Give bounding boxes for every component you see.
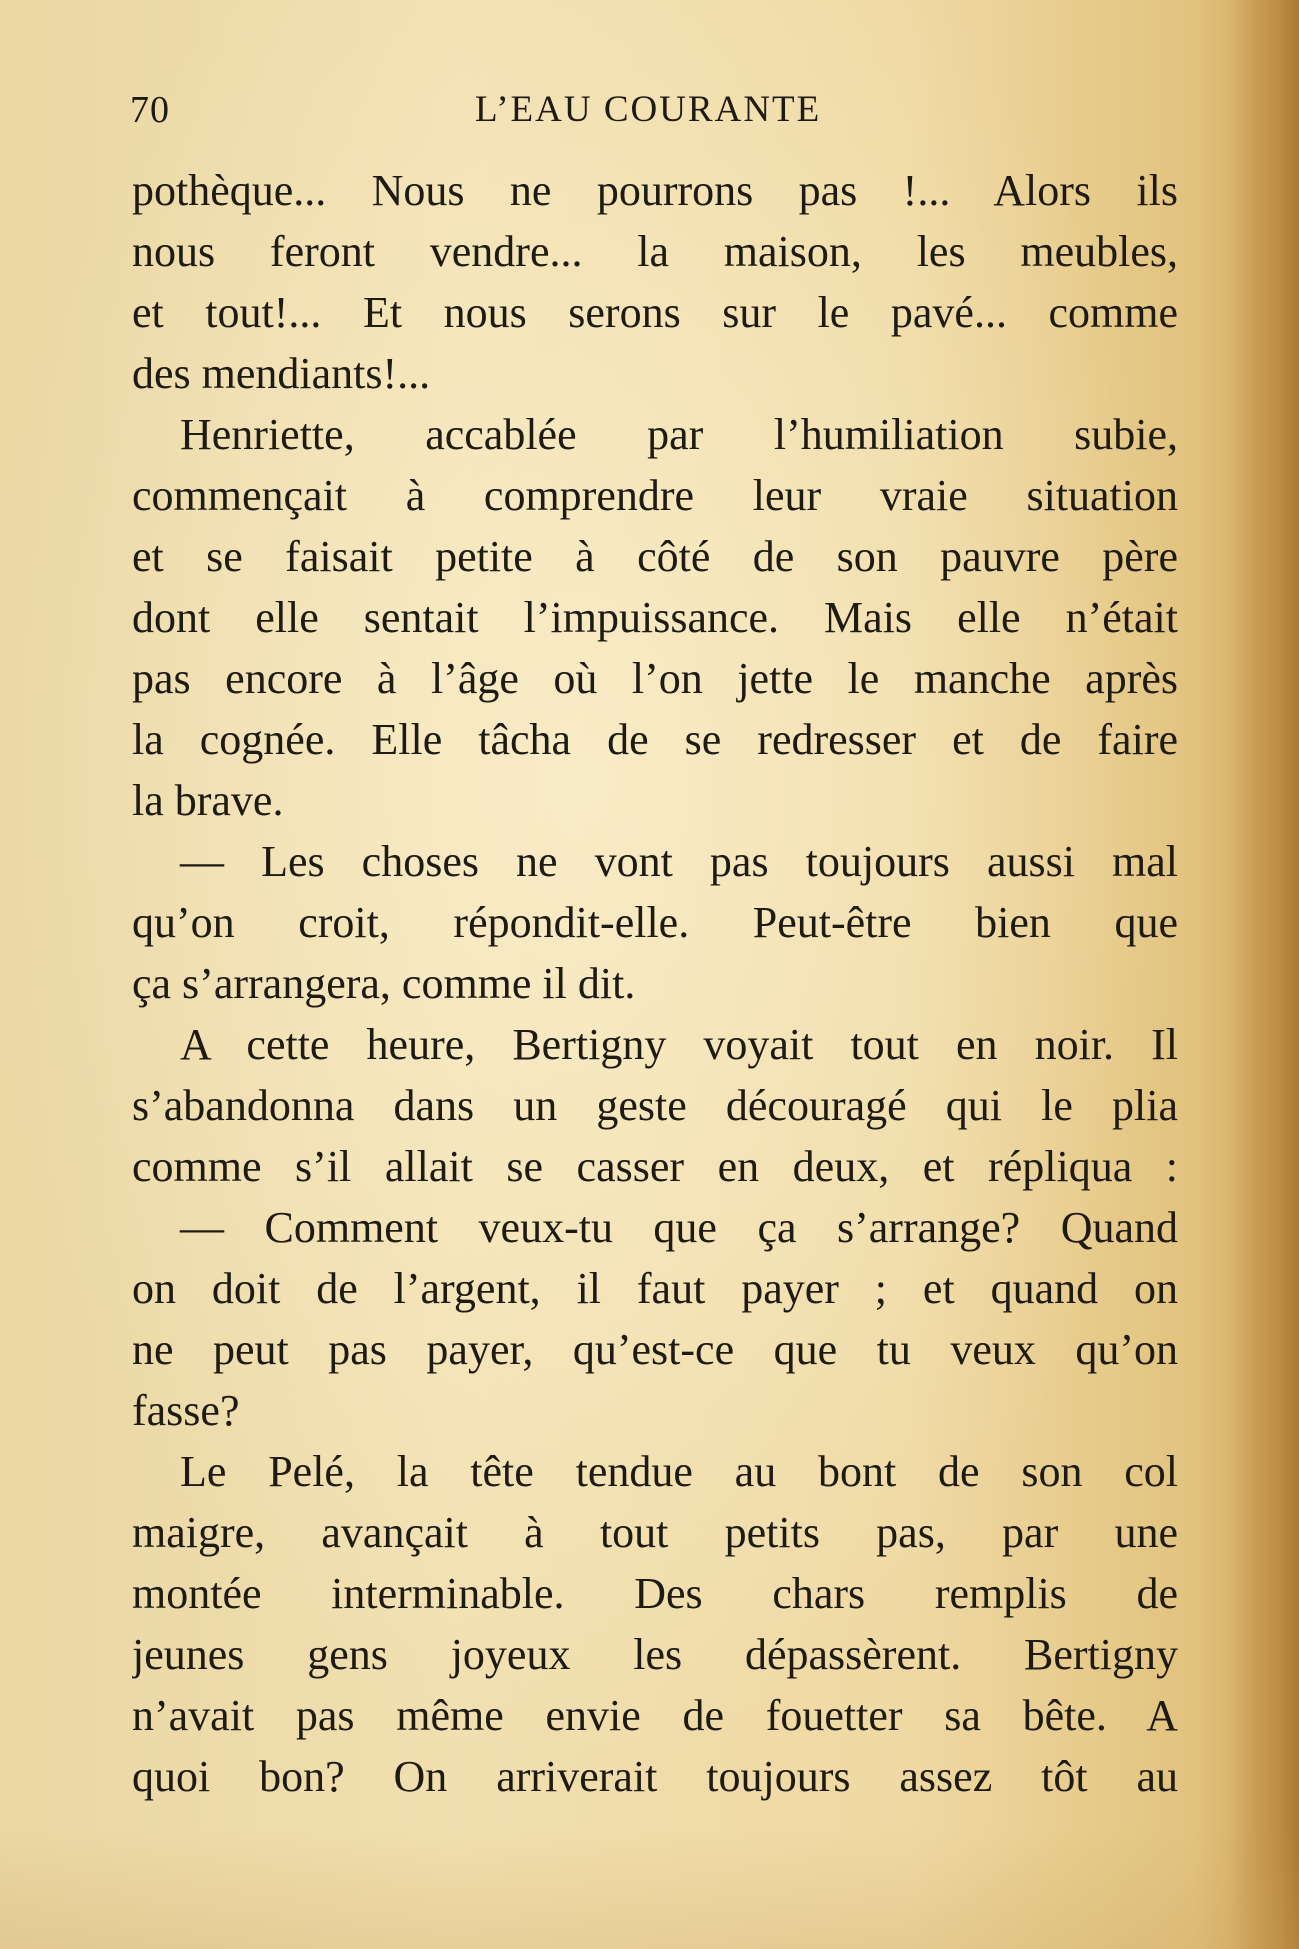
text-line: Henriette, accablée par l’humiliation subie,: [180, 410, 1178, 459]
page-header: [130, 80, 1180, 140]
running-title: L’EAU COURANTE: [475, 89, 822, 130]
text-line: fasse?: [132, 1386, 240, 1435]
text-line: ne peut pas payer, qu’est-ce que tu veux qu’on: [132, 1325, 1178, 1374]
text-line: et tout!... Et nous serons sur le pavé... comme: [132, 288, 1178, 337]
text-line: maigre, avançait à tout petits pas, par une: [132, 1508, 1178, 1557]
text-line: A cette heure, Bertigny voyait tout en noir. Il: [180, 1020, 1178, 1069]
text-line: la brave.: [132, 776, 284, 825]
text-line: on doit de l’argent, il faut payer ; et quand on: [132, 1264, 1178, 1313]
text-line: la cognée. Elle tâcha de se redresser et de faire: [132, 715, 1178, 764]
page-edge-shadow: [1229, 0, 1299, 1949]
page-number: 70: [130, 89, 170, 131]
text-line: — Les choses ne vont pas toujours aussi mal: [180, 837, 1178, 886]
text-line: qu’on croit, répondit-elle. Peut-être bien que: [132, 898, 1178, 947]
text-line: — Comment veux-tu que ça s’arrange? Quand: [180, 1203, 1178, 1252]
text-line: des mendiants!...: [132, 349, 431, 398]
text-line: nous feront vendre... la maison, les meubles,: [132, 227, 1178, 276]
text-line: quoi bon? On arriverait toujours assez tôt au: [132, 1752, 1178, 1801]
text-line: comme s’il allait se casser en deux, et répliqua :: [132, 1142, 1178, 1191]
text-line: et se faisait petite à côté de son pauvre père: [132, 532, 1178, 581]
text-line: s’abandonna dans un geste découragé qui le plia: [132, 1081, 1178, 1130]
text-line: pas encore à l’âge où l’on jette le manche après: [132, 654, 1178, 703]
page-bottom-tone: [0, 1829, 1299, 1949]
body-text: [132, 160, 1178, 1807]
text-line: jeunes gens joyeux les dépassèrent. Bertigny: [132, 1630, 1178, 1679]
text-line: Le Pelé, la tête tendue au bont de son col: [180, 1447, 1178, 1496]
text-line: montée interminable. Des chars remplis de: [132, 1569, 1178, 1618]
text-line: n’avait pas même envie de fouetter sa bête. A: [132, 1691, 1178, 1740]
text-line: dont elle sentait l’impuissance. Mais elle n’était: [132, 593, 1178, 642]
text-line: ça s’arrangera, comme il dit.: [132, 959, 636, 1008]
text-line: pothèque... Nous ne pourrons pas !... Alors ils: [132, 166, 1178, 215]
text-line: commençait à comprendre leur vraie situation: [132, 471, 1178, 520]
